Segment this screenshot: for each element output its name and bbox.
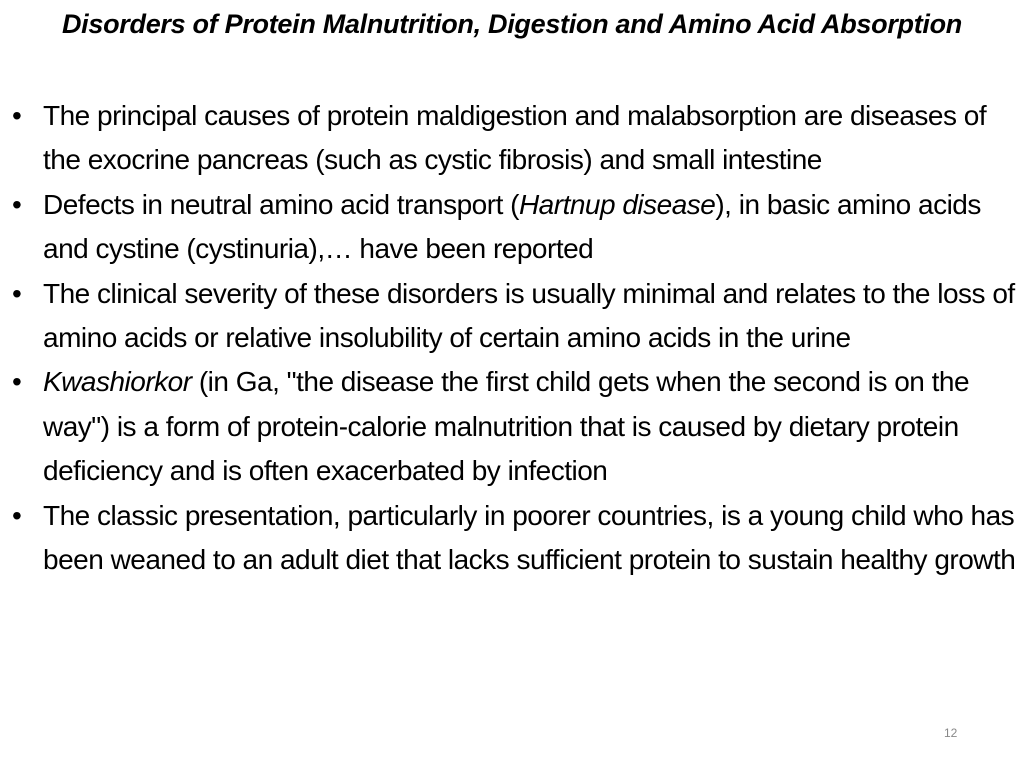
bullet-icon: • [12, 366, 22, 398]
bullet-item [10, 494, 1020, 583]
bullet-text: ), in basic amino acids and cystine (cystinuria),… have been reported [43, 188, 981, 265]
bullet-list [10, 94, 1020, 582]
bullet-icon: • [12, 277, 22, 309]
bullet-icon: • [12, 499, 22, 531]
bullet-icon: • [12, 100, 22, 131]
bullet-text-italic: Hartnup disease [518, 188, 716, 220]
bullet-text: (in Ga, "the disease the first child gets when the second is on the way") is a form of protein-calorie malnutrition that is caused by dietary protein deficiency and is often exacerbated by infection [43, 366, 970, 487]
bullet-text-italic: Kwashiorkor [43, 366, 192, 398]
bullet-item [10, 183, 1020, 272]
bullet-text: Defects in neutral amino acid transport ( [43, 188, 519, 220]
bullet-text: The classic presentation, particularly in poorer countries, is a young child who has been weaned to an adult diet that lacks sufficient protein to sustain healthy growth [43, 499, 1016, 576]
bullet-item [10, 360, 1020, 493]
bullet-item [10, 272, 1020, 361]
bullet-text: The principal causes of protein maldigestion and malabsorption are diseases of the exocrine pancreas (such as cystic fibrosis) and small intestine [43, 100, 987, 176]
bullet-icon: • [12, 188, 22, 220]
bullet-item [10, 94, 1020, 183]
bullet-text: The clinical severity of these disorders is usually minimal and relates to the loss of amino acids or relative insolubility of certain amino acids in the urine [43, 277, 1015, 354]
slide-title: Disorders of Protein Malnutrition, Digestion and Amino Acid Absorption [61, 9, 962, 39]
page-number: 12 [944, 726, 958, 740]
